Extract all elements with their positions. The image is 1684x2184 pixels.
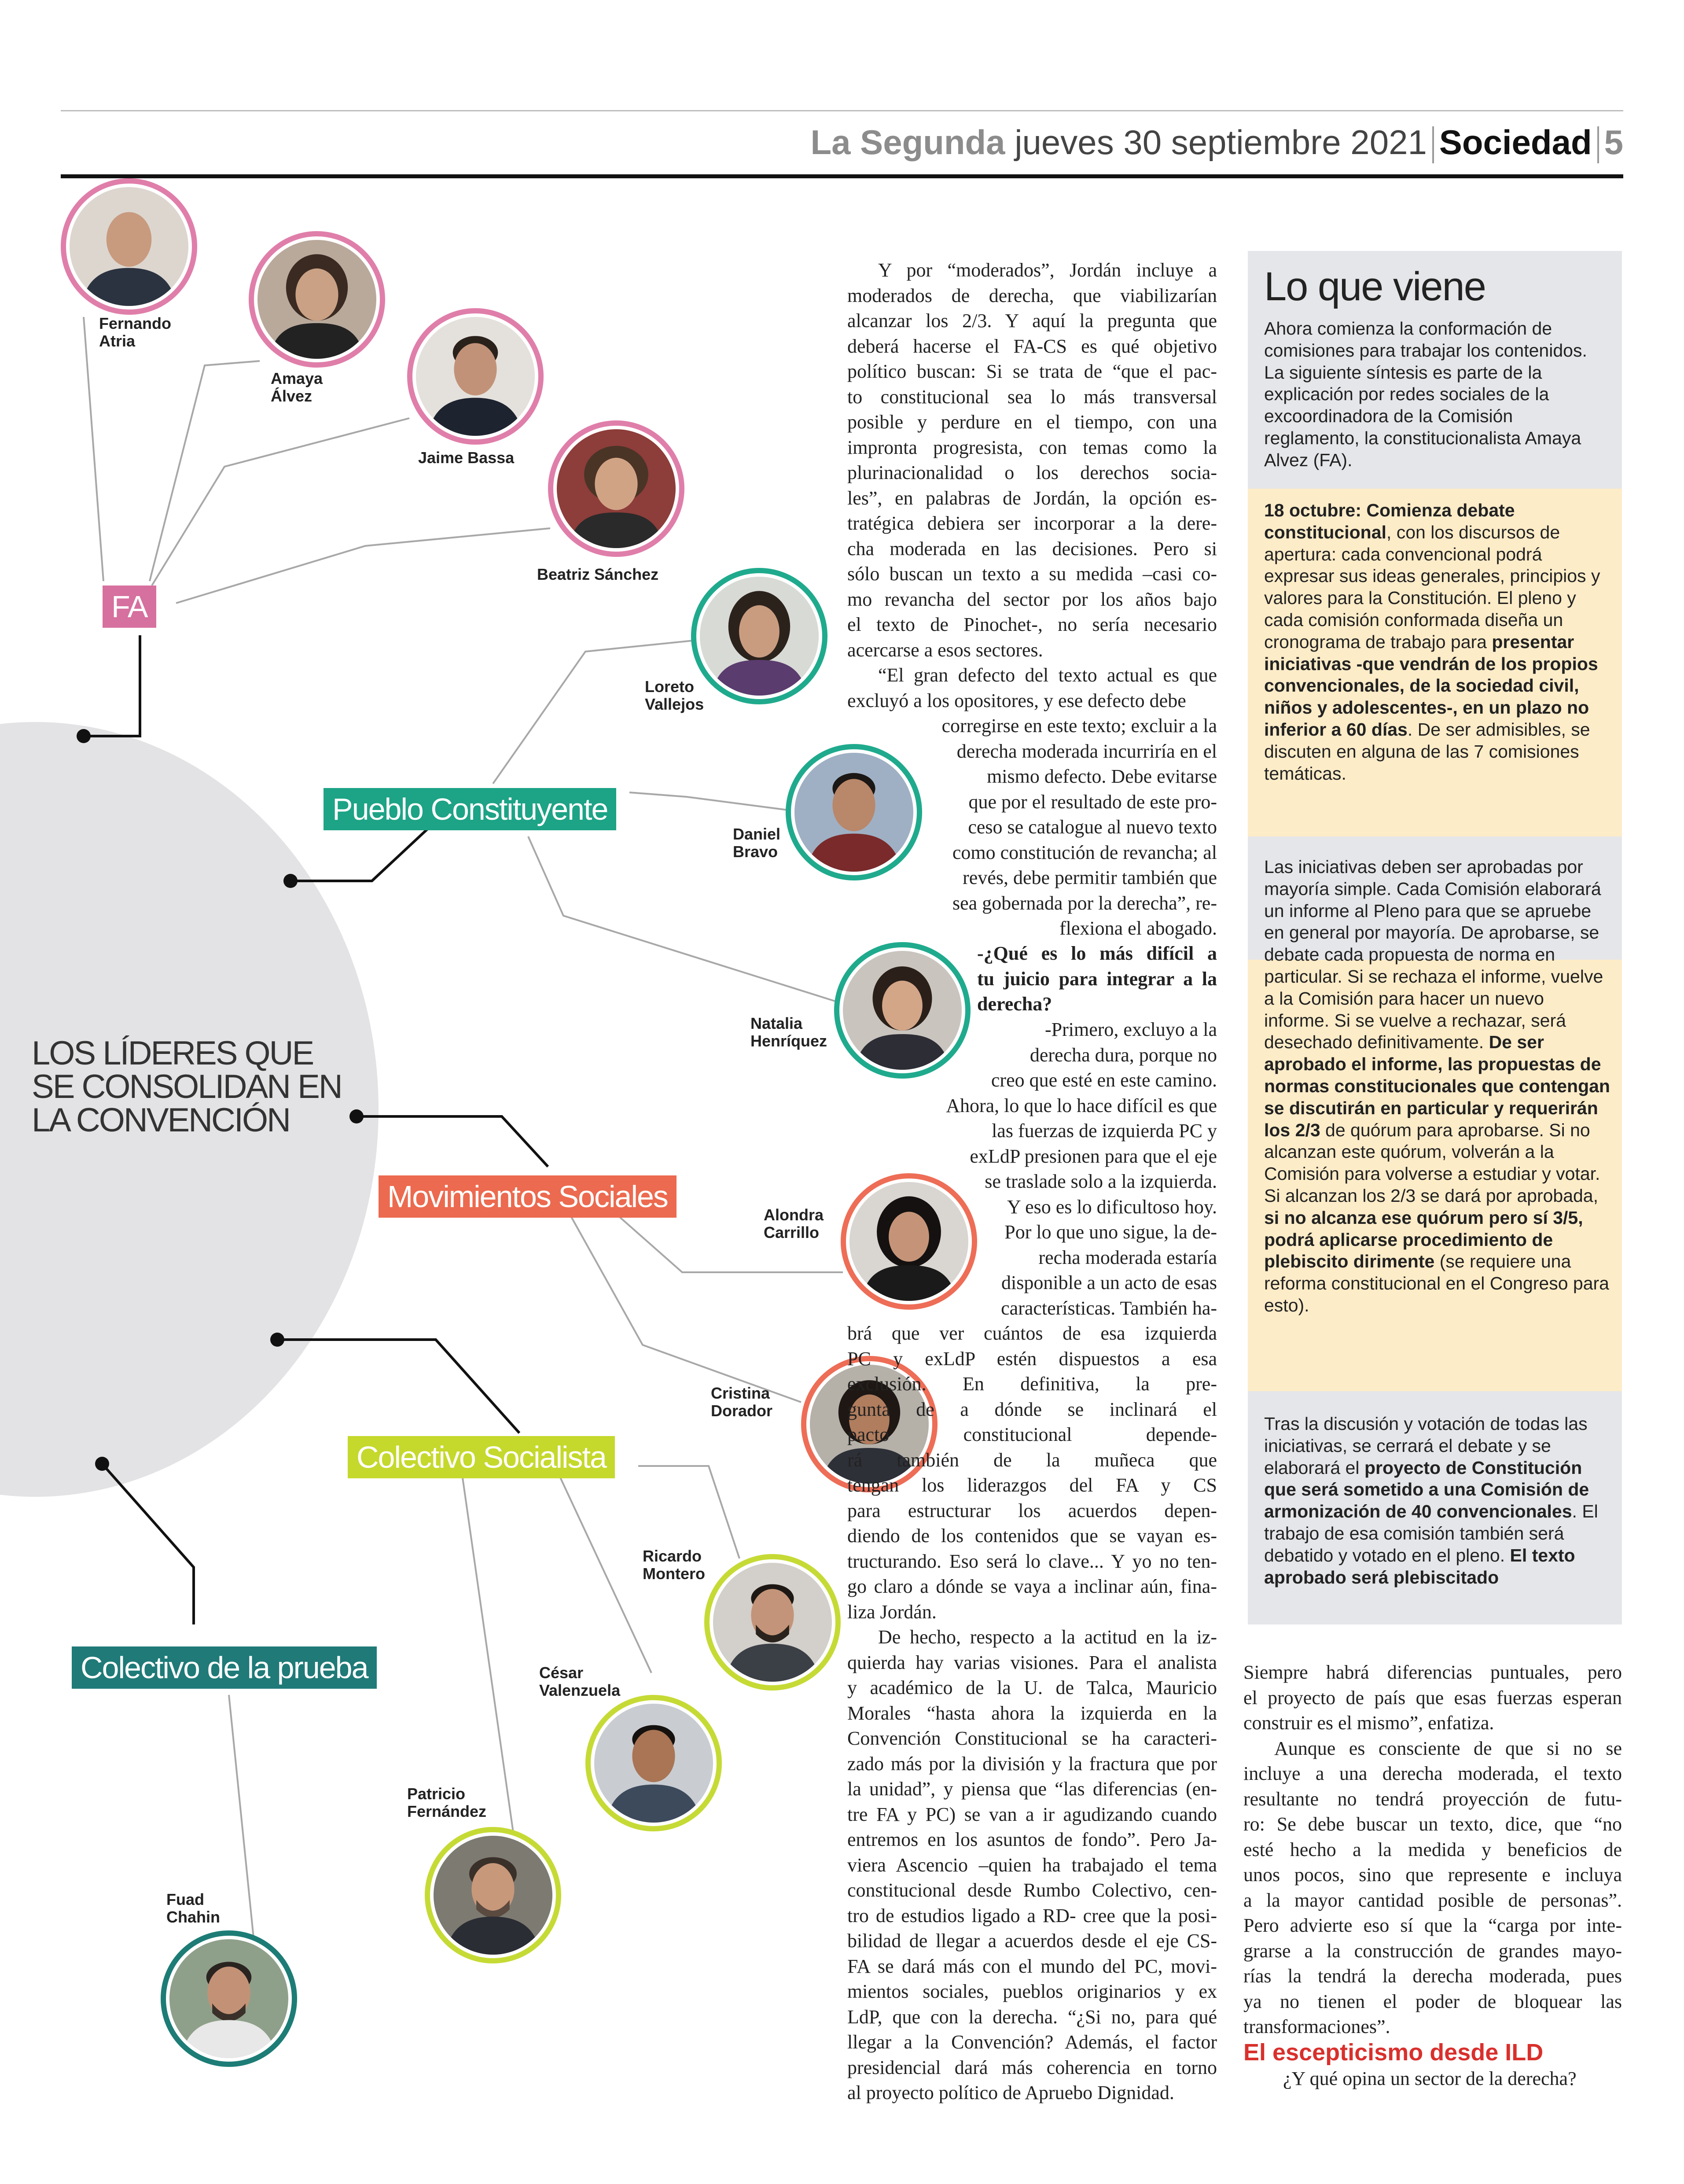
portrait-photo [594, 1704, 713, 1823]
sidebar-intro: Ahora comienza la conformación de comisiones para trabajar los contenidos. La siguiente síntesis es parte de la explicación por redes sociales de la excoordinadora de la Comisión reglamento, la constitucionalista Amaya Alvez (FA). [1264, 318, 1587, 470]
connector-dot [77, 729, 91, 743]
article-line: exLdP presionen para que el eje [970, 1145, 1217, 1167]
article-line: go claro a dónde se vaya a inclinar aún, fina- [847, 1576, 1217, 1597]
portrait-fuad-chahin [161, 1930, 297, 2067]
article-line: rá también de la muñeca que [847, 1449, 1217, 1471]
name-cristina-dorador: Cristina Dorador [711, 1384, 773, 1420]
connector-pueblo [290, 825, 431, 881]
article-line: alcanzar los 2/3. Y aquí la pregunta que [847, 310, 1217, 331]
article-line: sólo buscan un texto a su medida –casi co- [847, 563, 1217, 585]
article-line: derecha dura, porque no [1030, 1044, 1217, 1066]
article-line: pacto constitucional depende- [847, 1424, 1217, 1445]
connector-socialista [277, 1340, 519, 1433]
article-line: tengan los liderazgos del FA y CS [847, 1474, 1217, 1496]
connector-dot [95, 1457, 109, 1471]
name-beatriz-sanchez: Beatriz Sánchez [537, 565, 659, 583]
article-line: plurinacionalidad o los derechos socia- [847, 462, 1217, 483]
portrait-photo [257, 240, 376, 359]
article-line: Morales “hasta ahora la izquierda en la [847, 1702, 1217, 1724]
article-line: mo revancha del sector por los años bajo [847, 588, 1217, 610]
article-line: moderados de derecha, que viabilizarían [847, 284, 1217, 306]
article-line: recha moderada estaría [1038, 1246, 1217, 1268]
article-line: to constitucional sea lo más transversal [847, 386, 1217, 408]
name-fuad-chahin: Fuad Chahin [166, 1890, 220, 1926]
article-line: “El gran defecto del texto actual es que [878, 664, 1217, 686]
name-natalia-henriquez: Natalia Henríquez [750, 1014, 827, 1050]
person-icon [257, 240, 376, 359]
group-label-movimientos-sociales: Movimientos Sociales [379, 1175, 677, 1218]
article-line: acercarse a esos sectores. [847, 639, 1043, 661]
article-line: resultante no tendrá proyección de futu- [1243, 1788, 1622, 1810]
line-valenzuela [559, 1475, 651, 1673]
article-line: rías la tendrá la derecha moderada, pues [1243, 1965, 1622, 1987]
article-line: las fuerzas de izquierda PC y [992, 1120, 1217, 1142]
article-line: político buscan: Si se trata de “que el pac- [847, 361, 1217, 382]
person-icon [713, 1563, 832, 1682]
article-line: Ahora, lo que lo hace difícil es que [946, 1094, 1217, 1116]
person-icon [416, 317, 535, 436]
article-line: y académico de la U. de Talca, Mauricio [847, 1677, 1217, 1698]
article-line: diendo de los contenidos que se vayan es- [847, 1525, 1217, 1547]
line-sanchez [176, 528, 550, 603]
article-line: constitucional desde Rumbo Colectivo, cen- [847, 1879, 1217, 1901]
portrait-jaime-bassa [407, 308, 544, 445]
article-line: exclusión. En definitiva, la pre- [847, 1373, 1217, 1395]
article-line: características. También ha- [1001, 1297, 1217, 1319]
name-ricardo-montero: Ricardo Montero [643, 1547, 705, 1583]
line-bassa [152, 418, 409, 586]
article-line: impronta progresista, con temas como la [847, 436, 1217, 458]
article-line: a la mayor cantidad posible de personas”. [1243, 1889, 1622, 1911]
article-column-right [1243, 1660, 1622, 2040]
page-number: 5 [1604, 123, 1623, 162]
article-line: Por lo que uno sigue, la de- [1004, 1221, 1217, 1243]
person-icon [169, 1939, 288, 2058]
article-line: esté hecho a la medida y beneficios de [1243, 1838, 1622, 1860]
line-atria [84, 317, 103, 581]
article-line: Aunque es consciente de que si no se [1274, 1737, 1622, 1759]
name-jaime-bassa: Jaime Bassa [418, 449, 515, 467]
article-line: tratégica debiera ser incorporar a la dere- [847, 512, 1217, 534]
page-title-line: LOS LÍDERES QUE [32, 1035, 313, 1072]
person-icon [557, 429, 676, 548]
article-line: derecha moderada incurriría en el [956, 740, 1217, 762]
portrait-beatriz-sanchez [548, 420, 684, 557]
name-amaya-alvez: Amaya Álvez [271, 369, 323, 405]
article-line: la unidad”, y piensa que “las diferencias (en- [847, 1778, 1217, 1800]
article-line: ceso se catalogue al nuevo texto [968, 816, 1217, 838]
portrait-fernando-atria [61, 178, 197, 315]
subheading: El escepticismo desde ILD [1243, 2039, 1544, 2066]
article-line: ya no tienen el poder de bloquear las [1243, 1990, 1622, 2012]
article-line: Convención Constitucional se ha caracteri- [847, 1727, 1217, 1749]
article-line: Pero advierte eso sí que la “carga por inte- [1243, 1915, 1622, 1936]
article-line: -Primero, excluyo a la [1045, 1019, 1217, 1040]
portrait-photo [557, 429, 676, 548]
article-line: transformaciones”. [1243, 2016, 1390, 2037]
article-line: que por el resultado de este pro- [968, 791, 1217, 813]
article-line: Y eso es lo dificultoso hoy. [1007, 1196, 1217, 1218]
article-line: llegar a la Convención? Además, el factor [847, 2031, 1217, 2053]
article-line: tro de estudios ligado a RD- cree que la posi- [847, 1904, 1217, 1926]
article-line: brá que ver cuántos de esa izquierda [847, 1322, 1217, 1344]
page-title-line: LA CONVENCIÓN [32, 1101, 290, 1139]
name-patricio-fernandez: Patricio Fernández [407, 1785, 487, 1820]
article-line: derecha? [977, 993, 1052, 1015]
portrait-amaya-alvez [249, 231, 385, 368]
page-title-line: SE CONSOLIDAN EN [32, 1068, 342, 1105]
line-bravo [629, 792, 788, 810]
article-line: el proyecto de país que esas fuerzas esperan [1243, 1687, 1622, 1709]
line-montero [638, 1466, 739, 1558]
sidebar-step-final: Tras la discusión y votación de todas las iniciativas, se cerrará el debate y se elaborará el proyecto de Constitución que será sometido a una Comisión de armonización de 40 convencionales. El trabajo de esa comisión también será debatido y votado en el pleno. El texto aprobado será plebiscitado [1264, 1414, 1598, 1587]
article-line: gunta de a dónde se inclinará el [847, 1398, 1217, 1420]
article-line: disponible a un acto de esas [1001, 1272, 1217, 1293]
article-line: excluyó a los opositores, y ese defecto debe [847, 689, 1186, 711]
portrait-photo [434, 1836, 552, 1955]
connector-prueba [102, 1464, 194, 1624]
article-line: mismo defecto. Debe evitarse [987, 766, 1217, 787]
portrait-photo [169, 1939, 288, 2058]
article-line: corregirse en este texto; excluir a la [941, 715, 1217, 737]
article-line: mientos sociales, pueblos originarios y ex [847, 1981, 1217, 2002]
group-label-pueblo-constituyente: Pueblo Constituyente [324, 788, 616, 830]
person-icon [700, 577, 819, 696]
sidebar-step-debate: 18 octubre: Comienza debate constitucional, con los discursos de apertura: cada convencional podrá expresar sus ideas generales, principios y valores para la Constitución. El pleno y cada comisión conformada diseña un cronograma de trabajo para presentar iniciativas -que vendrán de los propios convencionales, de la sociedad civil, niños y adolescentes-, en un plazo no inferior a 60 días. De ser admisibles, se discuten en alguna de las 7 comisiones temáticas. [1264, 500, 1600, 784]
article-line: posible y perdure en el tiempo, con una [847, 411, 1217, 433]
person-icon [594, 1704, 713, 1823]
connector-dot [283, 874, 298, 888]
article-line: el texto de Pinochet-, no sería necesario [847, 614, 1217, 635]
article-line: presidencial dará más coherencia en torno [847, 2056, 1217, 2078]
line-alvez [150, 361, 260, 581]
article-line: tre FA y PC) se van a ir agudizando cuando [847, 1803, 1217, 1825]
article-column-bottom [847, 1624, 1217, 2106]
section-name: Sociedad [1439, 123, 1592, 162]
article-column-mid [847, 713, 1217, 941]
article-line: PC y exLdP estén dispuestos a esa [847, 1348, 1217, 1370]
group-label-colectivo-socialista: Colectivo Socialista [348, 1436, 615, 1478]
article-line: construir es el mismo”, enfatiza. [1243, 1712, 1494, 1734]
interview-answer [847, 1017, 1217, 1624]
article-line: al proyecto político de Apruebo Dignidad. [847, 2082, 1174, 2103]
name-daniel-bravo: Daniel Bravo [733, 825, 781, 861]
article-line: se traslade solo a la izquierda. [985, 1171, 1217, 1192]
article-line: LdP, que con la derecha. “¿Si no, para qué [847, 2006, 1217, 2028]
article-line: quierda hay varias visiones. Para el analista [847, 1651, 1217, 1673]
connector-movimientos [357, 1116, 548, 1167]
person-icon [434, 1836, 552, 1955]
article-line: tructurando. Eso será lo clave... Y yo no ten- [847, 1550, 1217, 1572]
group-label-colectivo-de-la-prueba: Colectivo de la prueba [72, 1646, 377, 1689]
article-line: liza Jordán. [847, 1601, 937, 1623]
article-line: como constitución de revancha; al [952, 841, 1217, 863]
article-line: flexiona el abogado. [1059, 917, 1217, 939]
connector-fa [84, 635, 140, 736]
name-loreto-vallejos: Loreto Vallejos [645, 678, 704, 713]
portrait-photo [416, 317, 535, 436]
portrait-patricio-fernandez [425, 1827, 561, 1963]
article-column-top [847, 258, 1217, 713]
article-line: deberá hacerse el FA-CS es qué objetivo [847, 335, 1217, 357]
portrait-loreto-vallejos [691, 568, 827, 704]
name-fernando-atria: Fernando Atria [99, 314, 172, 350]
interview-question [977, 941, 1217, 1017]
portrait-cesar-valenzuela [585, 1695, 722, 1831]
name-cesar-valenzuela: César Valenzuela [539, 1664, 621, 1699]
connector-dot [270, 1333, 284, 1347]
portrait-photo [70, 187, 188, 306]
article-line: para estructurar los acuerdos depen- [847, 1499, 1217, 1521]
article-line: sea gobernada por la derecha”, re- [952, 892, 1217, 914]
article-line: creo que esté en este camino. [991, 1069, 1217, 1091]
person-icon [70, 187, 188, 306]
article-line: revés, debe permitir también que [963, 867, 1217, 888]
group-label-fa: FA [103, 586, 156, 628]
article-line: Siempre habrá diferencias puntuales, pero [1243, 1661, 1622, 1683]
grey-connectors [84, 314, 843, 1955]
article-line: ro: Se debe buscar un texto, dice, que “no [1243, 1813, 1622, 1835]
portrait-photo [713, 1563, 832, 1682]
article-line: FA se dará más con el mundo del PC, movi- [847, 1955, 1217, 1977]
article-line: les”, en palabras de Jordán, la opción es- [847, 487, 1217, 509]
connector-dot [349, 1109, 364, 1123]
article-line: Y por “moderados”, Jordán incluye a [878, 259, 1217, 281]
article-line: cha moderada en las decisiones. Pero si [847, 538, 1217, 560]
article-line: zado más por la división y la fractura que por [847, 1753, 1217, 1775]
article-line: viera Ascencio –quien ha trabajado el tema [847, 1854, 1217, 1876]
article-line: unos pocos, sino que represente e incluya [1243, 1864, 1622, 1886]
article-line: -¿Qué es lo más difícil a [977, 943, 1217, 964]
name-alondra-carrillo: Alondra Carrillo [764, 1206, 824, 1241]
issue-date: jueves 30 septiembre 2021 [1015, 123, 1427, 162]
article-line: De hecho, respecto a la actitud en la iz- [878, 1626, 1217, 1648]
newspaper-name: La Segunda [810, 123, 1005, 162]
portrait-ricardo-montero [704, 1554, 841, 1690]
line-henriquez [528, 836, 836, 1002]
sidebar-title: Lo que viene [1264, 264, 1485, 309]
portrait-photo [700, 577, 819, 696]
article-last-line [1283, 2066, 1626, 2092]
connector-dots [77, 729, 364, 1471]
article-line: bilidad de llegar a acuerdos desde el eje CS- [847, 1930, 1217, 1952]
article-last-line-text: ¿Y qué opina un sector de la derecha? [1283, 2068, 1577, 2089]
article-line: tu juicio para integrar a la [977, 968, 1217, 990]
article-line: grarse a la construcción de grandes mayo- [1243, 1940, 1622, 1962]
line-chahin [229, 1695, 255, 1955]
article-line: entremos en los asuntos de fondo”. Pero Ja- [847, 1829, 1217, 1850]
article-line: incluye a una derecha moderada, el texto [1243, 1763, 1622, 1784]
sidebar-step-approval: Las iniciativas deben ser aprobadas por mayoría simple. Cada Comisión elaborará un informe al Pleno para que se apruebe en general por mayoría. De aprobarse, se debate cada propuesta de norma en particular. Si se rechaza el informe, vuelve a la Comisión para hacer un nuevo informe. Si se vuelve a rechazar, será desechado definitivamente. De ser aprobado el informe, las propuestas de normas constitucionales que contengan se discutirán en particular y requerirán los 2/3 de quórum para aprobarse. Si no alcanzan este quórum, volverán a la Comisión para volverse a estudiar y votar. Si alcanzan los 2/3 se dará por aprobada, si no alcanza ese quórum pero sí 3/5, podrá aplicarse procedimiento de plebiscito dirimente (se requiere una reforma constitucional en el Congreso para esto). [1264, 857, 1610, 1315]
